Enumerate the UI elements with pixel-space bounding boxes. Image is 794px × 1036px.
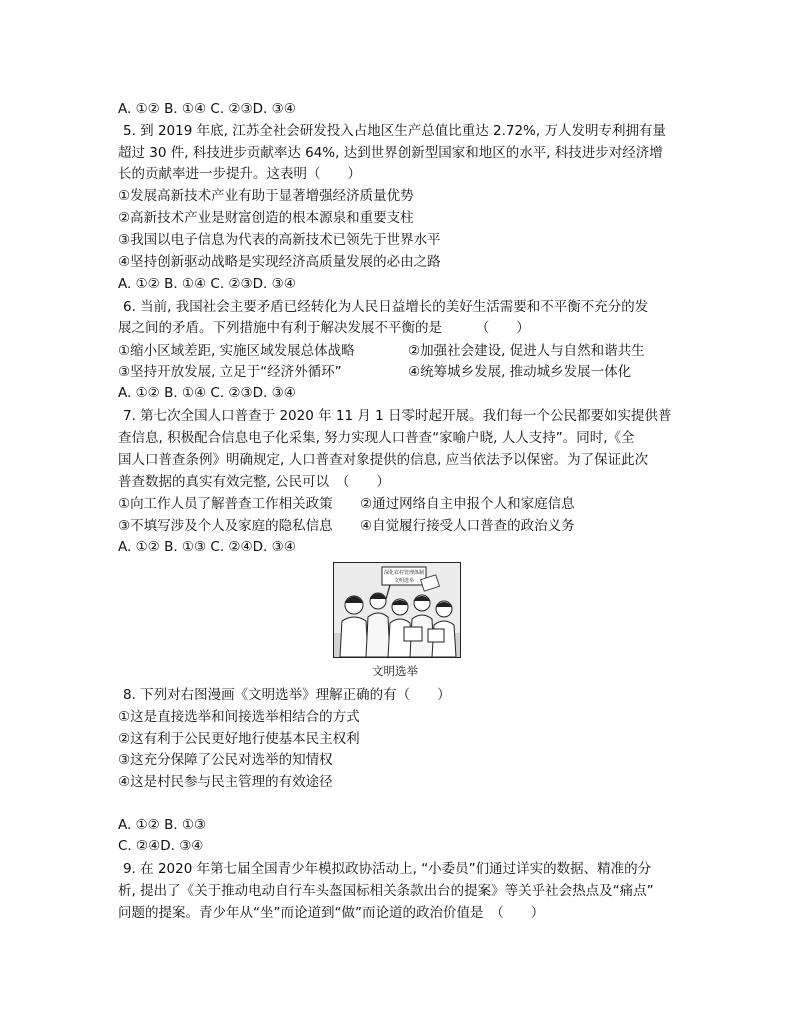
q5-stem-line-1: 5. 到 2019 年底, 江苏全社会研发投入占地区生产总值比重达 2.72%, 万人发明专利拥有量: [123, 123, 666, 139]
cartoon-illustration: [333, 562, 461, 658]
q6-option-1: ①缩小区域差距, 实施区域发展总体战略: [118, 343, 355, 359]
q8-option-3: ③这充分保障了公民对选举的知情权: [118, 752, 333, 768]
q7-option-4: ④自觉履行接受人口普查的政治义务: [360, 518, 575, 534]
q8-option-4: ④这是村民参与民主管理的有效途径: [118, 774, 333, 790]
q4-answers: A. ①② B. ①④ C. ②③D. ③④: [118, 101, 296, 117]
q6-answers: A. ①② B. ①④ C. ②③D. ③④: [118, 385, 296, 401]
q8-stem: 8. 下列对右图漫画《文明选举》理解正确的有（ ）: [123, 687, 451, 703]
q5-option-1: ①发展高新技术产业有助于显著增强经济质量优势: [118, 188, 414, 204]
crowd-figures: [340, 593, 456, 657]
q6-option-4: ④统筹城乡发展, 推动城乡发展一体化: [408, 364, 632, 380]
q5-option-3: ③我国以电子信息为代表的高新技术已领先于世界水平: [118, 232, 441, 248]
q5-stem-line-2: 超过 30 件, 科技进步贡献率达 64%, 达到世界创新型国家和地区的水平, 科技进步对经济增: [118, 145, 663, 161]
q6-option-2: ②加强社会建设, 促进人与自然和谐共生: [408, 343, 645, 359]
q6-option-3: ③坚持开放发展, 立足于“经济外循环”: [118, 364, 342, 380]
q7-option-3: ③不填写涉及个人及家庭的隐私信息: [118, 518, 333, 534]
q6-stem-line-2: 展之间的矛盾。下列措施中有利于解决发展不平衡的是 （ ）: [118, 320, 530, 336]
sign-text-line-2: 文明选举: [393, 578, 415, 584]
sign-text-line-1: 深化农村管理体制: [383, 570, 425, 576]
q7-stem-line-4: 普查数据的真实有效完整, 公民可以 （ ）: [118, 474, 390, 490]
q6-stem-line-1: 6. 当前, 我国社会主要矛盾已经转化为人民日益增长的美好生活需要和不平衡不充分的发: [123, 299, 649, 315]
q8-answers-line-1: A. ①② B. ①③: [118, 817, 207, 833]
cartoon-caption: 文明选举: [372, 664, 418, 678]
q7-stem-line-3: 国人口普查条例》明确规定, 人口普查对象提供的信息, 应当依法予以保密。为了保证此次: [118, 452, 649, 468]
q5-option-2: ②高新技术产业是财富创造的根本源泉和重要支柱: [118, 210, 414, 226]
q5-stem-line-3: 长的贡献率进一步提升。这表明（ ）: [118, 166, 361, 182]
q7-option-2: ②通过网络自主申报个人和家庭信息: [360, 496, 575, 512]
q5-option-4: ④坚持创新驱动战略是实现经济高质量发展的必由之路: [118, 254, 441, 270]
q9-stem-line-2: 析, 提出了《关于推动电动自行车头盔国标相关条款出台的提案》等关乎社会热点及“痛点”: [118, 883, 654, 899]
q9-stem-line-1: 9. 在 2020 年第七届全国青少年模拟政协活动上, “小委员”们通过详实的数据、精准的分: [123, 861, 652, 877]
q8-answers-line-2: C. ②④D. ③④: [118, 838, 204, 854]
q7-option-1: ①向工作人员了解普查工作相关政策: [118, 496, 333, 512]
q5-answers: A. ①② B. ①④ C. ②③D. ③④: [118, 276, 296, 292]
q8-option-1: ①这是直接选举和间接选举相结合的方式: [118, 709, 360, 725]
q7-stem-line-1: 7. 第七次全国人口普查于 2020 年 11 月 1 日零时起开展。我们每一个公民都要如实提供普: [123, 408, 672, 424]
q9-stem-line-3: 问题的提案。青少年从“坐”而论道到“做”而论道的政治价值是 （ ）: [118, 905, 545, 921]
q8-option-2: ②这有利于公民更好地行使基本民主权利: [118, 731, 360, 747]
q7-answers: A. ①② B. ①③ C. ②④D. ③④: [118, 539, 296, 555]
q7-stem-line-2: 查信息, 积极配合信息电子化采集, 努力实现人口普查“家喻户晓, 人人支持”。同时,《全: [118, 430, 635, 446]
